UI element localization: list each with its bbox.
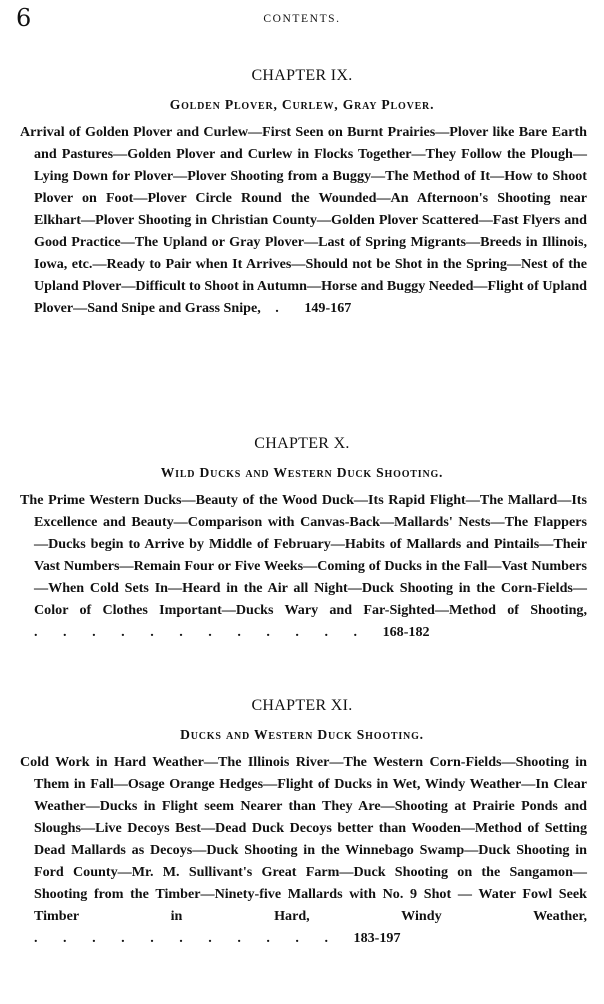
- page-range: 149-167: [304, 300, 352, 316]
- chapter-summary: [20, 121, 587, 319]
- page-range: 183-197: [353, 930, 401, 946]
- dot-leader: . . . . . . . . . . .: [34, 930, 354, 946]
- page-header: [0, 4, 604, 34]
- dot-leader: . . . . . . . . . . . .: [34, 624, 383, 640]
- chapter-title: Ducks and Western Duck Shooting.: [180, 727, 424, 742]
- summary-text: Cold Work in Hard Weather—The Illinois River—The Western Corn-Fields—Shooting in Them in Fall—Osage Orange Hedges—Flight of Ducks in Wet, Windy Weather—In Clear Weather—Ducks in Flight seem Nearer than They Are—Shooting at Prairie Ponds and Sloughs—Live Decoys Best—Dead Duck Decoys better than Wooden—Method of Setting Dead Mallards as Decoys—Duck Shooting in the Winnebago Swamp—Duck Shooting in Ford County—Mr. M. Sullivant's Great Farm—Duck Shooting on the Sangamon—Shooting from the Timber—Ninety-five Mallards with No. 9 Shot — Water Fowl Seek Timber in Hard, Windy Weather,: [20, 754, 587, 924]
- summary-text: Arrival of Golden Plover and Curlew—First Seen on Burnt Prairies—Plover like Bare Earth and Pastures—Golden Plover and Curlew in Flocks Together—They Follow the Plough—Lying Down for Plover—Plover Shooting from a Buggy—The Method of It—How to Shoot Plover on Foot—Plover Circle Round the Wounded—An Afternoon's Shooting near Elkhart—Plover Shooting in Christian County—Golden Plover Scattered—Fast Flyers and Good Practice—The Upland or Gray Plover—Last of Spring Migrants—Breeds in Illinois, Iowa, etc.—Ready to Pair when It Arrives—Should not be Shot in the Spring—Nest of the Upland Plover—Difficult to Shoot in Autumn—Horse and Buggy Needed—Flight of Upland Plover—Sand Snipe and Grass Snipe,: [20, 124, 587, 316]
- dot-leader: .: [260, 300, 305, 316]
- chapter-heading: CHAPTER IX.: [251, 67, 353, 84]
- chapter-summary: [20, 489, 587, 643]
- page-range: 168-182: [382, 624, 430, 640]
- chapter-title: Golden Plover, Curlew, Gray Plover.: [169, 97, 435, 112]
- page-number: 6: [16, 4, 32, 32]
- running-head: CONTENTS.: [263, 13, 341, 25]
- chapter-heading: CHAPTER XI.: [251, 697, 353, 714]
- chapter-heading: CHAPTER X.: [254, 435, 350, 452]
- chapter-summary: [20, 751, 587, 949]
- chapter-ix: [0, 66, 604, 319]
- chapter-x: [0, 434, 604, 643]
- chapter-xi: [0, 696, 604, 949]
- chapter-title: Wild Ducks and Western Duck Shooting.: [160, 465, 444, 480]
- summary-text: The Prime Western Ducks—Beauty of the Wood Duck—Its Rapid Flight—The Mallard—Its Excellence and Beauty—Comparison with Canvas-Back—Mallards' Nests—The Flappers—Ducks begin to Arrive by Middle of February—Habits of Mallards and Pintails—Their Vast Numbers—Remain Four or Five Weeks—Coming of Ducks in the Fall—Vast Numbers—When Cold Sets In—Heard in the Air all Night—Duck Shooting in the Corn-Fields—Color of Clothes Important—Ducks Wary and Far-Sighted—Method of Shooting,: [20, 492, 587, 618]
